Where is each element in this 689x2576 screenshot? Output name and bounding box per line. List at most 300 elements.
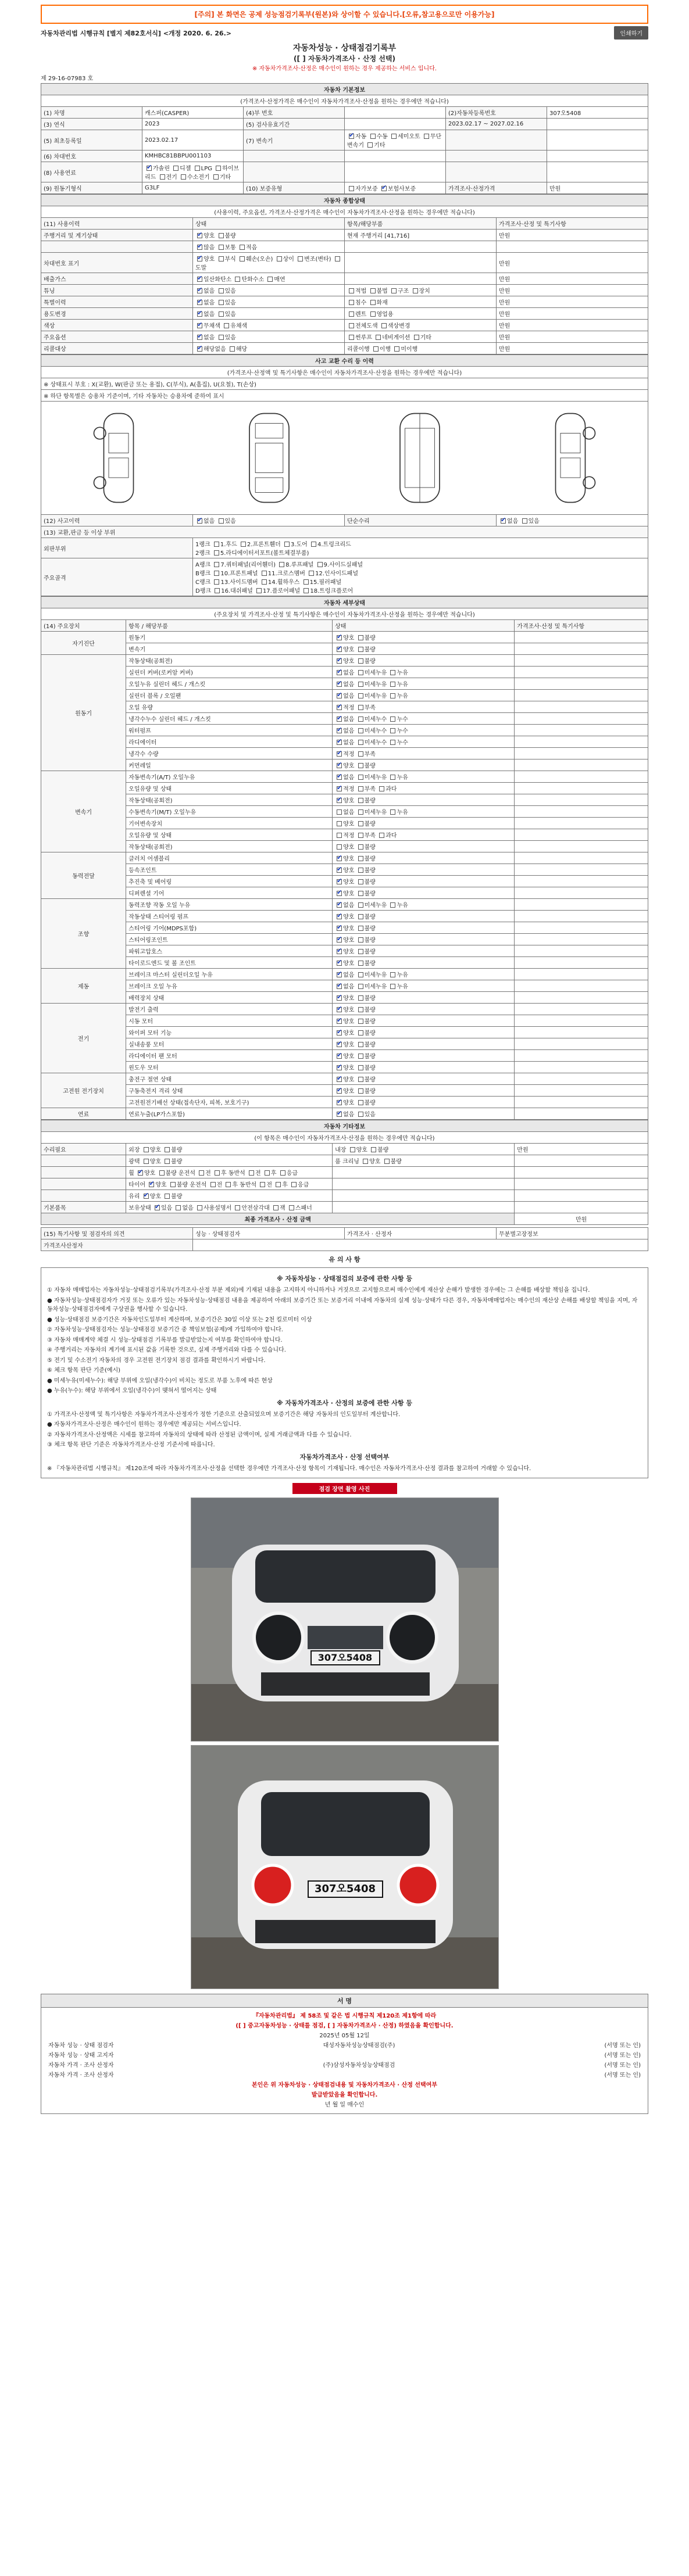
general-value: 만원 <box>497 331 648 343</box>
checkbox[interactable] <box>337 647 342 652</box>
checkbox[interactable] <box>381 323 387 328</box>
detail-status: ✔ 양호 불량 <box>333 1050 515 1062</box>
basic-row <box>41 107 648 119</box>
car-top-front-icon <box>240 409 299 507</box>
checkbox[interactable] <box>337 763 342 768</box>
checkbox[interactable] <box>373 346 379 352</box>
checkbox[interactable] <box>284 542 290 547</box>
detail-status: ✔ 적정 부족 과다 <box>333 783 515 794</box>
checkbox[interactable] <box>224 323 229 328</box>
checkbox[interactable] <box>195 166 200 171</box>
checkbox[interactable] <box>391 288 397 293</box>
basic-label: (7) 변속기 <box>244 130 345 151</box>
detail-note <box>515 1097 648 1108</box>
checkbox[interactable] <box>337 1112 342 1117</box>
checkbox[interactable] <box>298 256 303 261</box>
checkbox[interactable] <box>337 1054 342 1059</box>
checkbox[interactable] <box>414 335 419 340</box>
basic-info-table <box>41 83 648 194</box>
checkbox[interactable] <box>358 949 363 954</box>
checkbox[interactable] <box>170 1182 176 1187</box>
signature-footer-1: 본인은 위 자동차성능 · 상태점검내용 및 자동차가격조사 · 산정 선택여부 <box>251 2082 438 2089</box>
general-value: ✔ 없음 있음 <box>193 285 345 296</box>
general-value: ✔ 무채색 유채색 <box>193 320 345 331</box>
accident-label: (12) 사고이력 <box>41 515 193 526</box>
main-rank-row: B랭크 10.프론트패널 11.크로스멤버 12.인사이드패널 <box>195 571 359 577</box>
checkbox[interactable] <box>337 751 342 757</box>
checkbox[interactable] <box>197 323 202 328</box>
detail-item: 작동상태 스티어링 펌프 <box>126 911 333 922</box>
checkbox[interactable] <box>262 571 267 576</box>
detail-item: 실린더 커버(로커암 커버) <box>126 667 333 678</box>
detail-row <box>41 655 648 667</box>
checkbox[interactable] <box>390 716 395 722</box>
checkbox[interactable] <box>160 174 165 180</box>
checkbox[interactable] <box>371 1147 376 1152</box>
car-rear-image <box>191 1746 499 1989</box>
checkbox[interactable] <box>165 1147 170 1152</box>
checkbox[interactable] <box>370 300 376 305</box>
checkbox[interactable] <box>149 1182 154 1187</box>
detail-row <box>41 1062 648 1073</box>
checkbox[interactable] <box>276 1182 281 1187</box>
others-value: 만원 <box>515 1144 648 1155</box>
detail-status: 없음 미세누유 누유 <box>333 806 515 818</box>
checkbox[interactable] <box>358 961 363 966</box>
checkbox[interactable] <box>349 335 354 340</box>
checkbox[interactable] <box>337 693 342 698</box>
checkbox[interactable] <box>390 740 395 745</box>
detail-item: 실내송풍 모터 <box>126 1038 333 1050</box>
signature-row <box>48 2061 641 2070</box>
checkbox[interactable] <box>230 346 235 352</box>
checkbox[interactable] <box>522 518 527 524</box>
checkbox[interactable] <box>358 763 363 768</box>
general-value: ✔ 해당없음 해당 <box>193 343 345 354</box>
checkbox[interactable] <box>240 256 245 261</box>
checkbox[interactable] <box>501 518 506 524</box>
detail-status: ✔ 없음 있음 <box>333 1108 515 1120</box>
general-value: ✔많음 보통 적음 <box>193 241 345 253</box>
checkbox[interactable] <box>159 1170 165 1176</box>
basic-label: (9) 원동기형식 <box>41 182 142 194</box>
checkbox[interactable] <box>358 1019 363 1024</box>
checkbox[interactable] <box>256 588 262 593</box>
checkbox[interactable] <box>197 245 202 250</box>
notice-title: 유 의 사 항 <box>329 1256 360 1263</box>
checkbox[interactable] <box>214 550 219 556</box>
checkbox[interactable] <box>390 972 395 977</box>
checkbox[interactable] <box>379 786 384 791</box>
checkbox[interactable] <box>358 926 363 931</box>
checkbox[interactable] <box>358 740 363 745</box>
signature-row <box>48 2051 641 2061</box>
checkbox[interactable] <box>337 891 342 896</box>
checkbox[interactable] <box>210 1182 216 1187</box>
detail-status: ✔ 양호 불량 <box>333 643 515 655</box>
checkbox[interactable] <box>390 728 395 733</box>
document-title: 자동차성능 · 상태점검기록부 <box>292 44 397 53</box>
checkbox[interactable] <box>138 1170 143 1176</box>
signer-name: (주)삼성자동차성능상태점검 <box>323 2062 395 2069</box>
checkbox[interactable] <box>390 902 395 908</box>
detail-item: 구동축전지 격리 상태 <box>126 1085 333 1097</box>
basic-value: G3LF <box>142 182 244 194</box>
checkbox[interactable] <box>214 542 219 547</box>
checkbox[interactable] <box>337 740 342 745</box>
checkbox[interactable] <box>358 670 363 675</box>
simple-repair-value[interactable]: ✔ 없음 있음 <box>497 515 648 526</box>
checkbox[interactable] <box>337 937 342 943</box>
detail-item: 연료누출(LP가스포함) <box>126 1108 333 1120</box>
photos-title: 점검 장면 촬영 사진 <box>292 1483 397 1494</box>
checkbox[interactable] <box>358 1042 363 1047</box>
general-item: 색상 <box>41 320 193 331</box>
checkbox[interactable] <box>265 1170 270 1176</box>
checkbox[interactable] <box>337 902 342 908</box>
detail-note <box>515 876 648 887</box>
detail-rows <box>41 632 648 1120</box>
checkbox[interactable] <box>337 1030 342 1036</box>
checkbox[interactable] <box>349 311 354 317</box>
checkbox[interactable] <box>165 1159 170 1164</box>
detail-item: 오일유량 및 상태 <box>126 829 333 841</box>
damage-history-table <box>41 354 648 596</box>
checkbox[interactable] <box>390 984 395 989</box>
checkbox[interactable] <box>358 693 363 698</box>
detail-status: ✔ 양호 불량 <box>333 876 515 887</box>
checkbox[interactable] <box>219 245 224 250</box>
accident-value[interactable]: ✔ 없음 있음 <box>193 515 345 526</box>
checkbox[interactable] <box>358 658 363 664</box>
checkbox[interactable] <box>337 809 342 815</box>
checkbox[interactable] <box>337 786 342 791</box>
checkbox[interactable] <box>358 775 363 780</box>
checkbox[interactable] <box>197 277 202 282</box>
checkbox[interactable] <box>214 571 219 576</box>
checkbox[interactable] <box>289 1205 294 1210</box>
checkbox[interactable] <box>394 346 399 352</box>
general-value: 현재 주행거리 [41,716] <box>345 230 497 241</box>
detail-status: ✔ 양호 불량 <box>333 1073 515 1085</box>
checkbox[interactable] <box>317 562 323 567</box>
checkbox[interactable] <box>337 775 342 780</box>
checkbox[interactable] <box>197 288 202 293</box>
checkbox[interactable] <box>358 1077 363 1082</box>
checkbox[interactable] <box>358 635 363 640</box>
checkbox[interactable] <box>165 1194 170 1199</box>
checkbox[interactable] <box>260 1182 265 1187</box>
checkbox[interactable] <box>304 588 309 593</box>
detail-note <box>515 992 648 1004</box>
checkbox[interactable] <box>219 300 224 305</box>
checkbox[interactable] <box>337 926 342 931</box>
checkbox[interactable] <box>144 1147 149 1152</box>
checkbox[interactable] <box>273 1205 279 1210</box>
detail-item: 원동기 <box>126 632 333 643</box>
detail-row <box>41 725 648 736</box>
checkbox[interactable] <box>349 288 354 293</box>
checkbox[interactable] <box>358 682 363 687</box>
general-value: 렌트 영업용 <box>345 308 497 320</box>
checkbox[interactable] <box>358 844 363 850</box>
checkbox[interactable] <box>337 949 342 954</box>
detail-note <box>515 806 648 818</box>
detail-row <box>41 1015 648 1027</box>
checkbox[interactable] <box>240 245 245 250</box>
checkbox[interactable] <box>144 1194 149 1199</box>
checkbox[interactable] <box>279 562 284 567</box>
notice-line: ⑥ 체크 항목 판단 기준(예시) <box>47 1367 121 1374</box>
checkbox[interactable] <box>337 1077 342 1082</box>
detail-status: ✔ 양호 불량 <box>333 1097 515 1108</box>
checkbox[interactable] <box>349 300 354 305</box>
checkbox[interactable] <box>337 984 342 989</box>
checkbox[interactable] <box>249 1170 254 1176</box>
checkbox[interactable] <box>358 821 363 826</box>
detail-col-2: 상태 <box>333 620 515 632</box>
checkbox[interactable] <box>215 1170 220 1176</box>
checkbox[interactable] <box>358 1030 363 1036</box>
checkbox[interactable] <box>277 256 282 261</box>
checkbox[interactable] <box>349 323 354 328</box>
checkbox[interactable] <box>367 142 373 148</box>
detail-status: ✔ 없음 미세누수 누수 <box>333 736 515 748</box>
checkbox[interactable] <box>349 186 354 191</box>
print-button[interactable]: 인쇄하기 <box>614 26 648 40</box>
checkbox[interactable] <box>358 995 363 1001</box>
checkbox[interactable] <box>358 972 363 977</box>
basic-value: 307오5408 <box>547 107 648 119</box>
checkbox[interactable] <box>197 518 202 524</box>
checkbox[interactable] <box>215 588 220 593</box>
checkbox[interactable] <box>291 1182 297 1187</box>
detail-item: 클러치 어셈블리 <box>126 852 333 864</box>
checkbox[interactable] <box>370 288 376 293</box>
checkbox[interactable] <box>390 682 395 687</box>
checkbox[interactable] <box>337 856 342 861</box>
checkbox[interactable] <box>337 879 342 884</box>
basic-rows <box>41 107 648 194</box>
checkbox[interactable] <box>358 1054 363 1059</box>
checkbox[interactable] <box>213 174 219 180</box>
checkbox[interactable] <box>391 134 397 139</box>
checkbox[interactable] <box>337 1100 342 1105</box>
general-item: 배출가스 <box>41 273 193 285</box>
checkbox[interactable] <box>337 972 342 977</box>
basic-value <box>547 130 648 151</box>
checkbox[interactable] <box>219 256 224 261</box>
checkbox[interactable] <box>337 868 342 873</box>
checkbox[interactable] <box>216 166 221 171</box>
notice-sec1-title: ※ 자동차성능 · 상태점검의 보증에 관한 사항 등 <box>277 1275 412 1282</box>
notice-line: ● 자동차성능·상태점검자가 거짓 또는 오류가 있는 자동차성능·상태점검 내용을 제공하여 아래의 보증기간 또는 보증거리 이내에 자동차의 실제 성능·상태가 다른 경우, 자동차매매업자는 매수인의 재산상 손해를 배상할 책임을 지며, 자동차성능·상태점검자에게 구상권을 행사할 수 있습니다. <box>47 1297 638 1313</box>
checkbox[interactable] <box>337 798 342 803</box>
checkbox[interactable] <box>358 647 363 652</box>
detail-row <box>41 922 648 934</box>
general-col-1: 상태 <box>193 218 345 230</box>
checkbox[interactable] <box>358 809 363 815</box>
checkbox[interactable] <box>337 635 342 640</box>
detail-note <box>515 864 648 876</box>
detail-section-note: (주요장치 및 가격조사·산정 및 특기사항은 매수인이 자동차가격조사·산정을 원하는 경우에만 적습니다) <box>41 608 648 620</box>
checkbox[interactable] <box>235 277 240 282</box>
checkbox[interactable] <box>262 579 267 585</box>
checkbox[interactable] <box>181 174 186 180</box>
checkbox[interactable] <box>337 716 342 722</box>
checkbox[interactable] <box>358 891 363 896</box>
checkbox[interactable] <box>219 288 224 293</box>
checkbox[interactable] <box>358 879 363 884</box>
checkbox[interactable] <box>390 809 395 815</box>
checkbox[interactable] <box>358 902 363 908</box>
general-value: 만원 <box>497 285 648 296</box>
others-section-title: 자동차 기타정보 <box>41 1120 648 1132</box>
checkbox[interactable] <box>337 914 342 919</box>
notice-line: ③ 체크 항목 판단 기준은 자동차가격조사·산정 기준서에 따릅니다. <box>47 1442 215 1449</box>
detail-status: ✔ 양호 불량 <box>333 922 515 934</box>
detail-group: 동력전달 <box>41 852 126 899</box>
signature-lead-1: 『자동차관리법』 제 58조 및 같은 법 시행규칙 제120조 제1항에 따라 <box>252 2013 437 2020</box>
checkbox[interactable] <box>358 856 363 861</box>
checkbox[interactable] <box>381 186 387 191</box>
checkbox[interactable] <box>155 1205 160 1210</box>
checkbox[interactable] <box>413 288 418 293</box>
checkbox[interactable] <box>358 868 363 873</box>
checkbox[interactable] <box>214 579 219 585</box>
detail-status: ✔ 양호 불량 <box>333 934 515 945</box>
signer-role: 자동차 성능 · 상태 점검자 <box>48 2043 114 2050</box>
checkbox[interactable] <box>304 579 309 585</box>
checkbox[interactable] <box>390 693 395 698</box>
checkbox[interactable] <box>197 1205 202 1210</box>
general-value: 전체도색 색상변경 <box>345 320 497 331</box>
checkbox[interactable] <box>199 1170 204 1176</box>
checkbox[interactable] <box>358 914 363 919</box>
others-value <box>515 1178 648 1190</box>
law-reference: 자동차관리법 시행규칙 [별지 제82호서식] <개정 2020. 6. 26.> <box>41 29 231 37</box>
checkbox[interactable] <box>173 166 179 171</box>
detail-row <box>41 1050 648 1062</box>
checkbox[interactable] <box>363 1159 368 1164</box>
checkbox[interactable] <box>219 335 224 340</box>
checkbox[interactable] <box>384 1159 390 1164</box>
detail-note <box>515 794 648 806</box>
checkbox[interactable] <box>358 705 363 710</box>
detail-group: 전기 <box>41 1004 126 1073</box>
checkbox[interactable] <box>197 346 202 352</box>
checkbox[interactable] <box>358 937 363 943</box>
checkbox[interactable] <box>267 277 273 282</box>
checkbox[interactable] <box>197 256 202 261</box>
checkbox[interactable] <box>197 233 202 238</box>
checkbox[interactable] <box>337 1042 342 1047</box>
checkbox[interactable] <box>337 821 342 826</box>
checkbox[interactable] <box>337 1019 342 1024</box>
general-value: 만원 <box>497 253 648 273</box>
checkbox[interactable] <box>337 670 342 675</box>
checkbox[interactable] <box>337 705 342 710</box>
general-section-title: 자동차 종합상태 <box>41 195 648 206</box>
checkbox[interactable] <box>337 833 342 838</box>
checkbox[interactable] <box>358 728 363 733</box>
checkbox[interactable] <box>337 728 342 733</box>
checkbox[interactable] <box>309 571 314 576</box>
others-label <box>41 1178 126 1190</box>
checkbox[interactable] <box>311 542 316 547</box>
checkbox[interactable] <box>358 833 363 838</box>
others-value <box>333 1202 515 1213</box>
checkbox[interactable] <box>370 311 376 317</box>
checkbox[interactable] <box>350 1147 355 1152</box>
checkbox[interactable] <box>337 1007 342 1012</box>
detail-row <box>41 1027 648 1038</box>
checkbox[interactable] <box>337 961 342 966</box>
checkbox[interactable] <box>358 984 363 989</box>
checkbox[interactable] <box>337 844 342 850</box>
checkbox[interactable] <box>390 775 395 780</box>
checkbox[interactable] <box>226 1182 231 1187</box>
detail-note <box>515 1038 648 1050</box>
checkbox[interactable] <box>337 995 342 1001</box>
checkbox[interactable] <box>358 1112 363 1117</box>
car-diagram-cell <box>41 402 648 515</box>
detail-status: ✔ 양호 불량 <box>333 794 515 806</box>
checkbox[interactable] <box>337 1088 342 1094</box>
checkbox[interactable] <box>424 134 429 139</box>
basic-label: (4)부 번호 <box>244 107 345 119</box>
checkbox[interactable] <box>370 134 376 139</box>
detail-status: ✔ 양호 불량 <box>333 632 515 643</box>
checkbox[interactable] <box>379 833 384 838</box>
checkbox[interactable] <box>197 311 202 317</box>
checkbox[interactable] <box>376 335 381 340</box>
basic-label: (8) 사용연료 <box>41 162 142 182</box>
checkbox[interactable] <box>349 134 354 139</box>
checkbox[interactable] <box>176 1205 181 1210</box>
general-value <box>345 273 497 285</box>
checkbox[interactable] <box>358 1007 363 1012</box>
checkbox[interactable] <box>358 1065 363 1070</box>
checkbox[interactable] <box>144 1159 149 1164</box>
checkbox[interactable] <box>358 1088 363 1094</box>
checkbox[interactable] <box>280 1170 285 1176</box>
checkbox[interactable] <box>197 335 202 340</box>
checkbox[interactable] <box>358 751 363 757</box>
checkbox[interactable] <box>358 1100 363 1105</box>
detail-note <box>515 887 648 899</box>
signature-body <box>41 2008 648 2113</box>
checkbox[interactable] <box>219 233 224 238</box>
checkbox[interactable] <box>219 311 224 317</box>
checkbox[interactable] <box>337 682 342 687</box>
checkbox[interactable] <box>390 670 395 675</box>
checkbox[interactable] <box>335 256 340 261</box>
checkbox[interactable] <box>214 562 219 567</box>
checkbox[interactable] <box>219 518 224 524</box>
fault-info-label: 무분별고장정보 <box>497 1228 648 1239</box>
checkbox[interactable] <box>358 786 363 791</box>
header <box>41 26 648 40</box>
checkbox[interactable] <box>337 658 342 664</box>
checkbox[interactable] <box>358 716 363 722</box>
checkbox[interactable] <box>241 542 246 547</box>
checkbox[interactable] <box>337 1065 342 1070</box>
checkbox[interactable] <box>358 798 363 803</box>
checkbox[interactable] <box>147 166 152 171</box>
checkbox[interactable] <box>235 1205 240 1210</box>
checkbox[interactable] <box>197 300 202 305</box>
